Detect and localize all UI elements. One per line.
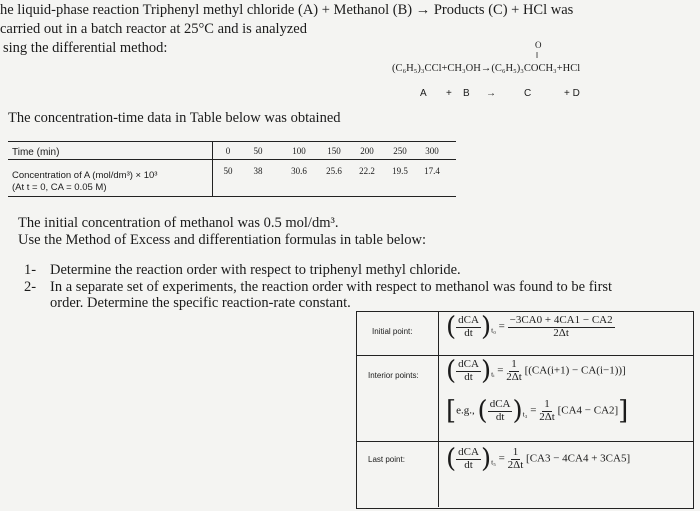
concentration-cell: 22.2 — [359, 166, 375, 176]
time-label: Time (min) — [12, 147, 60, 158]
time-cell: 300 — [425, 146, 439, 156]
dca-symbol: dCA — [458, 445, 479, 458]
intro-line-3: sing the differential method: — [3, 40, 168, 56]
interior-rhs: [(CA(i+1) − CA(i−1))] — [524, 364, 626, 377]
dca-symbol: dCA — [458, 313, 479, 326]
time-cell: 250 — [393, 146, 407, 156]
species-a: A — [420, 88, 427, 99]
carbonyl-o-mark: O — [535, 40, 542, 50]
initial-point-label: Initial point: — [372, 327, 413, 336]
formula-row-divider-2 — [356, 441, 693, 442]
initial-condition-label: (At t = 0, CA = 0.05 M) — [12, 182, 107, 193]
concentration-cell: 17.4 — [424, 166, 440, 176]
last-point-label: Last point: — [368, 455, 405, 464]
dt-symbol: dt — [495, 410, 505, 423]
dt-symbol: dt — [464, 326, 473, 339]
interior-points-label: Interior points: — [368, 371, 419, 380]
double-bond-mark: ‖ — [536, 51, 539, 60]
last-point-formula: ( $\frac{\text{dCA}}{dt}$ )$_{t_5}$ = $\frac{1}{2\Delta t}$ [CA3 − 4CA4 + 3CA5] — [446, 444, 631, 474]
concentration-cell: 30.6 — [291, 166, 307, 176]
table-intro: The concentration-time data in Table below was obtained — [8, 110, 341, 126]
table-top-rule — [8, 141, 456, 142]
question-number-1: 1- — [24, 262, 37, 278]
formula-row-divider-1 — [356, 355, 693, 356]
initial-point-formula: ( $\frac{\text{dCA}}{dt}$ )$_{t_0}$ = $\frac{-3CA0 + 4CA1 - CA2}{2\Delta t}$ — [446, 312, 613, 342]
question-number-2: 2- — [24, 279, 37, 295]
two-delta-t: 2Δt — [507, 458, 524, 471]
concentration-cell: 50 — [223, 166, 233, 176]
interior-point-formula: ( $\frac{\text{dCA}}{dt}$ )$_{tᵢ}$ = $\frac{1}{2\Delta t}$ [(CA(i+1) − CA(i−1))] — [446, 356, 626, 386]
initial-denominator: 2Δt — [553, 326, 569, 339]
question-1-text: Determine the reaction order with respect to triphenyl methyl chloride. — [50, 262, 461, 278]
last-rhs: [CA3 − 4CA4 + 3CA5] — [526, 452, 631, 465]
formula-table-divider — [438, 311, 439, 507]
example-rhs: [CA4 − CA2] — [557, 404, 619, 417]
dt-symbol: dt — [464, 458, 473, 471]
table-divider — [212, 141, 213, 196]
dt-symbol: dt — [464, 370, 473, 383]
half-numerator: 1 — [544, 397, 550, 410]
species-arrow: → — [486, 88, 496, 99]
concentration-cell: 38 — [253, 166, 263, 176]
eg-label: e.g., — [456, 404, 475, 417]
example-formula: [e.g., ( $\frac{\text{dCA}}{dt}$ )$_{t_3}$ = $\frac{1}{2\Delta t}$ [CA4 − CA2]] — [446, 396, 629, 426]
two-delta-t: 2Δt — [539, 410, 555, 423]
dca-symbol: dCA — [489, 397, 511, 410]
species-plus-1: + — [446, 88, 452, 99]
question-2-text: In a separate set of experiments, the reaction order with respect to methanol was found to be first — [50, 279, 613, 295]
time-cell: 200 — [360, 146, 374, 156]
half-numerator: 1 — [511, 357, 517, 370]
two-delta-t: 2Δt — [506, 370, 522, 383]
table-mid-rule — [8, 159, 456, 160]
initial-numerator: −3CA0 + 4CA1 − CA2 — [509, 313, 613, 326]
time-cell: 0 — [225, 146, 231, 156]
time-cell: 150 — [327, 146, 341, 156]
species-c: C — [524, 88, 532, 99]
intro-line-2: carried out in a batch reactor at 25°C and is analyzed — [0, 21, 307, 37]
time-cell: 50 — [253, 146, 263, 156]
dca-symbol: dCA — [458, 357, 479, 370]
half-numerator: 1 — [512, 445, 519, 458]
concentration-cell: 19.5 — [392, 166, 408, 176]
species-b: B — [463, 88, 470, 99]
species-d: + D — [564, 88, 580, 99]
intro-line-1: he liquid-phase reaction Triphenyl methyl chloride (A) + Methanol (B) → Products (C) + HCl was — [0, 2, 574, 18]
time-cell: 100 — [292, 146, 306, 156]
question-2-continuation: order. Determine the specific reaction-rate constant. — [50, 295, 351, 311]
concentration-label: Concentration of A (mol/dm³) × 10³ — [12, 170, 158, 181]
method-note: Use the Method of Excess and differentiation formulas in table below: — [18, 232, 427, 248]
reaction-equation: (C₆H₅)₃CCl+CH₃OH→(C₆H₅)₃COCH₃+HCl — [392, 63, 581, 74]
methanol-note: The initial concentration of methanol was 0.5 mol/dm³. — [18, 215, 339, 231]
concentration-cell: 25.6 — [326, 166, 342, 176]
table-bottom-rule — [8, 196, 456, 197]
